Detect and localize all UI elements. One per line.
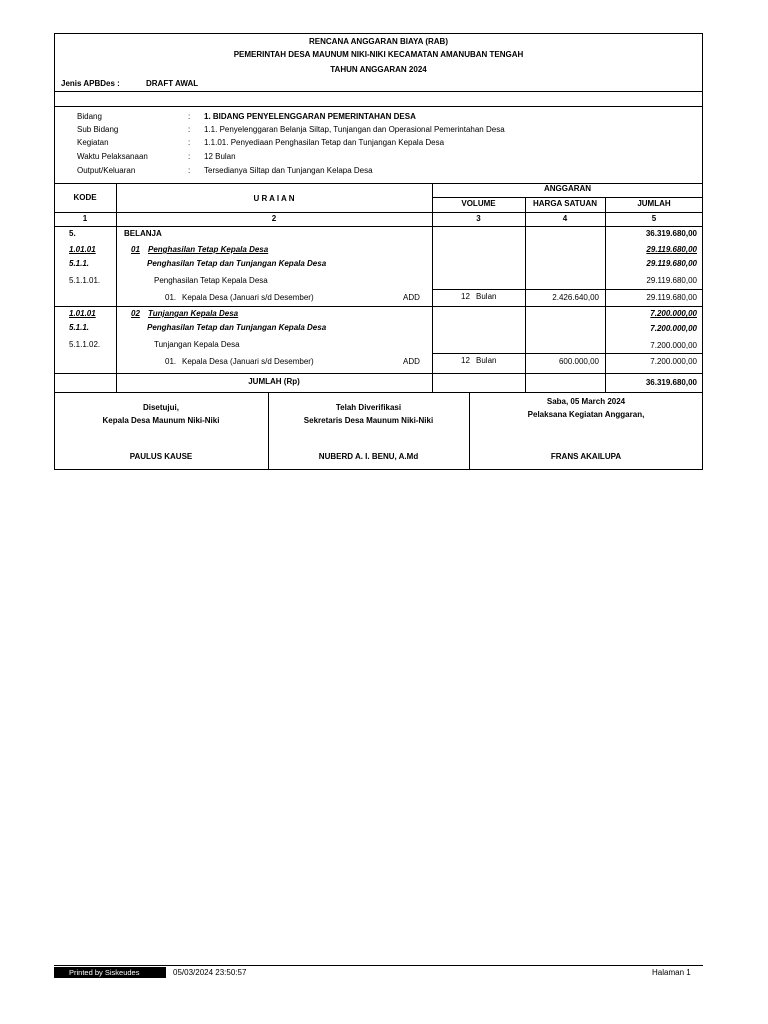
col-number: 3 bbox=[476, 214, 481, 223]
detail-row-line bbox=[432, 289, 703, 290]
row-kode: 5. bbox=[69, 229, 76, 238]
row-jumlah: 7.200.000,00 bbox=[650, 341, 697, 350]
col-number: 2 bbox=[271, 214, 277, 223]
row-kode: 5.1.1.01. bbox=[69, 276, 101, 285]
info-sep: : bbox=[188, 112, 191, 121]
row-source: ADD bbox=[403, 357, 420, 366]
divider bbox=[54, 106, 703, 107]
row-volume-number: 12 bbox=[461, 356, 470, 365]
print-timestamp: 05/03/2024 23:50:57 bbox=[173, 968, 247, 977]
info-label-sub-bidang: Sub Bidang bbox=[77, 125, 119, 134]
info-sep: : bbox=[188, 138, 191, 147]
row-uraian: Penghasilan Tetap Kepala Desa bbox=[148, 245, 269, 254]
approval-role: Kepala Desa Maunum Niki-Niki bbox=[102, 416, 220, 425]
row-jumlah: 29.119.680,00 bbox=[646, 276, 697, 285]
detail-row-line bbox=[432, 353, 703, 354]
row-volume-unit: Bulan bbox=[476, 356, 497, 365]
verification-name: NUBERD A. I. BENU, A.Md bbox=[318, 452, 419, 461]
info-value-waktu: 12 Bulan bbox=[204, 152, 236, 161]
row-jumlah: 29.119.680,00 bbox=[646, 259, 697, 268]
col-header-kode: KODE bbox=[73, 193, 97, 202]
col-number: 1 bbox=[82, 214, 88, 223]
row-kode: 5.1.1. bbox=[69, 323, 90, 332]
document-subtitle: PEMERINTAH DESA MAUNUM NIKI-NIKI KECAMATAN AMANUBAN TENGAH bbox=[233, 50, 524, 59]
row-kode: 5.1.1.02. bbox=[69, 340, 101, 349]
approval-name: PAULUS KAUSE bbox=[129, 452, 193, 461]
table-line bbox=[432, 197, 703, 198]
info-sep: : bbox=[188, 152, 191, 161]
verification-role: Sekretaris Desa Maunum Niki-Niki bbox=[303, 416, 434, 425]
row-uraian: Tunjangan Kepala Desa bbox=[154, 340, 240, 349]
row-uraian: Penghasilan Tetap Kepala Desa bbox=[154, 276, 268, 285]
info-value-sub-bidang: 1.1. Penyelenggaran Belanja Siltap, Tunjangan dan Operasional Pemerintahan Desa bbox=[204, 125, 505, 134]
row-jumlah: 36.319.680,00 bbox=[645, 229, 697, 238]
row-jumlah: 29.119.680,00 bbox=[646, 245, 697, 254]
info-label-output: Output/Keluaran bbox=[77, 166, 136, 175]
row-number: 02 bbox=[131, 309, 140, 318]
signing-date: Saba, 05 March 2024 bbox=[546, 397, 626, 406]
row-uraian: BELANJA bbox=[124, 229, 162, 238]
info-label-waktu: Waktu Pelaksanaan bbox=[77, 152, 148, 161]
row-uraian: Penghasilan Tetap dan Tunjangan Kepala Desa bbox=[147, 259, 327, 268]
row-jumlah: 7.200.000,00 bbox=[650, 324, 697, 333]
row-number: 01. bbox=[165, 293, 177, 302]
jenis-apbdes-value: DRAFT AWAL bbox=[146, 79, 199, 88]
executor-role: Pelaksana Kegiatan Anggaran, bbox=[527, 410, 645, 419]
divider bbox=[54, 91, 703, 92]
row-kode: 5.1.1. bbox=[69, 259, 90, 268]
row-jumlah: 7.200.000,00 bbox=[650, 357, 697, 366]
col-header-uraian: U R A I A N bbox=[253, 194, 295, 203]
col-header-jumlah: JUMLAH bbox=[637, 199, 671, 208]
row-uraian: Tunjangan Kepala Desa bbox=[148, 309, 239, 318]
info-value-bidang: 1. BIDANG PENYELENGGARAN PEMERINTAHAN DESA bbox=[204, 112, 416, 121]
fiscal-year: TAHUN ANGGARAN 2024 bbox=[330, 65, 427, 74]
row-uraian: Kepala Desa (Januari s/d Desember) bbox=[182, 357, 314, 366]
row-volume-unit: Bulan bbox=[476, 292, 497, 301]
row-number: 01. bbox=[165, 357, 177, 366]
info-sep: : bbox=[188, 166, 191, 175]
total-label: JUMLAH (Rp) bbox=[248, 377, 300, 386]
col-header-volume: VOLUME bbox=[461, 199, 496, 208]
executor-name: FRANS AKAILUPA bbox=[550, 452, 622, 461]
col-header-anggaran: ANGGARAN bbox=[543, 184, 592, 193]
row-source: ADD bbox=[403, 293, 420, 302]
row-harga-satuan: 2.426.640,00 bbox=[552, 293, 599, 302]
row-number: 01 bbox=[131, 245, 140, 254]
total-value: 36.319.680,00 bbox=[645, 378, 697, 387]
row-jumlah: 29.119.680,00 bbox=[646, 293, 697, 302]
info-label-kegiatan: Kegiatan bbox=[77, 138, 109, 147]
row-uraian: Penghasilan Tetap dan Tunjangan Kepala Desa bbox=[147, 323, 327, 332]
col-number: 5 bbox=[651, 214, 657, 223]
info-sep: : bbox=[188, 125, 191, 134]
jenis-apbdes-label: Jenis APBDes : bbox=[61, 79, 120, 88]
info-value-kegiatan: 1.1.01. Penyediaan Penghasilan Tetap dan Tunjangan Kepala Desa bbox=[204, 138, 445, 147]
col-header-harga-satuan: HARGA SATUAN bbox=[533, 199, 597, 208]
row-harga-satuan: 600.000,00 bbox=[558, 357, 599, 366]
verification-label: Telah Diverifikasi bbox=[335, 403, 402, 412]
info-value-output: Tersedianya Siltap dan Tunjangan Kelapa Desa bbox=[204, 166, 373, 175]
row-uraian: Kepala Desa (Januari s/d Desember) bbox=[182, 293, 314, 302]
footer-line bbox=[54, 965, 703, 966]
row-volume-number: 12 bbox=[461, 292, 470, 301]
document-title: RENCANA ANGGARAN BIAYA (RAB) bbox=[309, 37, 448, 46]
approval-label: Disetujui, bbox=[142, 403, 179, 412]
row-jumlah: 7.200.000,00 bbox=[650, 309, 697, 318]
printed-by-badge: Printed by Siskeudes bbox=[54, 967, 166, 978]
page-number: Halaman 1 bbox=[652, 968, 691, 977]
info-label-bidang: Bidang bbox=[77, 112, 102, 121]
col-number: 4 bbox=[562, 214, 568, 223]
row-kode: 1.01.01 bbox=[69, 309, 96, 318]
row-kode: 1.01.01 bbox=[69, 245, 96, 254]
table-line bbox=[54, 392, 703, 393]
